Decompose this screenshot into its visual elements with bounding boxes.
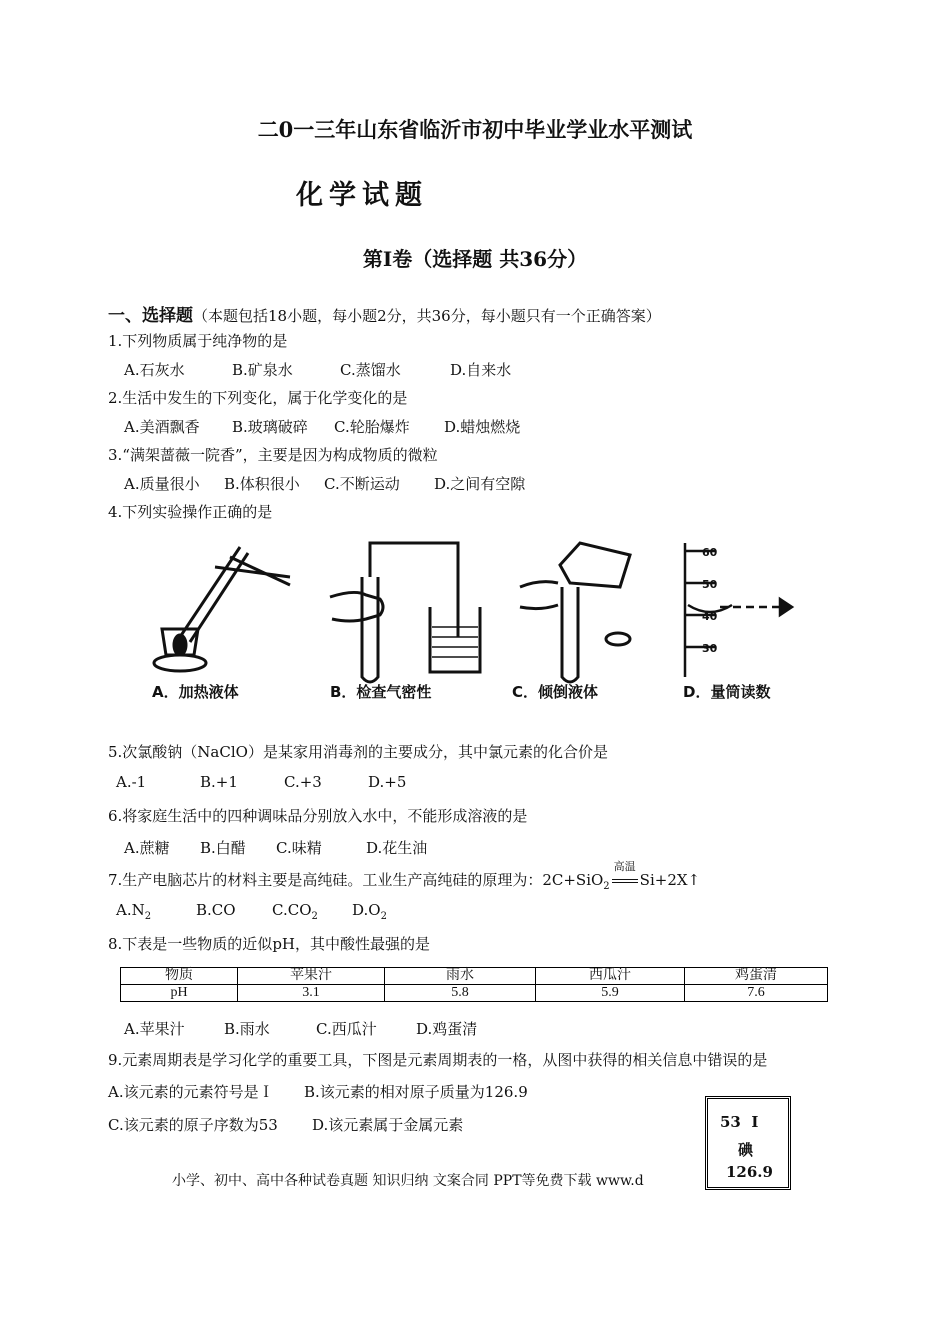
table-cell: 西瓜汁	[536, 968, 685, 985]
section-heading	[108, 301, 661, 326]
table-cell: 5.9	[536, 985, 685, 1002]
exam-title: 二0一三年山东省临沂市初中毕业学业水平测试	[257, 117, 693, 142]
question-4-stem: 4.下列实验操作正确的是	[108, 503, 273, 521]
question-6-stem: 6.将家庭生活中的四种调味品分别放入水中，不能形成溶液的是	[108, 807, 528, 825]
option-b: B.CO	[196, 901, 236, 919]
option-c: C.蒸馏水	[340, 361, 401, 379]
section-label: 一、选择题	[108, 306, 193, 326]
option-d: D.蜡烛燃烧	[444, 418, 521, 436]
table-cell: 鸡蛋清	[685, 968, 828, 985]
option-d: D.之间有空隙	[434, 475, 526, 493]
option-a: A.-1	[116, 773, 147, 791]
table-cell: 物质	[121, 968, 238, 985]
option-c: C.该元素的原子序数为53	[108, 1116, 278, 1134]
question-2-stem: 2.生活中发生的下列变化，属于化学变化的是	[108, 389, 408, 407]
element-number-symbol: 53 I	[720, 1113, 759, 1131]
cylinder-tick-30: 30	[702, 642, 718, 655]
question-3-options	[124, 473, 525, 494]
table-header-row	[121, 968, 828, 985]
figure-label-d: D．量筒读数	[683, 683, 771, 701]
option-c: $C.CO_2$	[272, 901, 318, 922]
option-a: $A.N_2$	[116, 901, 152, 922]
option-b: B.白醋	[200, 839, 246, 857]
option-a: A.质量很小	[124, 475, 200, 493]
figure-a-heating-liquid	[154, 547, 290, 671]
question-9-options-row-1	[108, 1081, 528, 1102]
question-6-options	[124, 837, 427, 858]
ph-table	[120, 967, 828, 1002]
table-cell: 3.1	[238, 985, 385, 1002]
option-d: D.+5	[368, 773, 407, 791]
option-b: B.该元素的相对原子质量为126.9	[304, 1083, 528, 1101]
subject-title: 化学试题	[296, 180, 428, 211]
option-d: $D.O_2$	[352, 901, 387, 922]
option-a: A.该元素的元素符号是Ｉ	[108, 1083, 274, 1101]
table-cell: 7.6	[685, 985, 828, 1002]
option-b: B.+1	[200, 773, 238, 791]
element-cell	[705, 1096, 791, 1190]
section-note: （本题包括18小题，每小题2分，共36分，每小题只有一个正确答案）	[193, 307, 661, 325]
cylinder-tick-50: 50	[702, 578, 718, 591]
option-d: D.该元素属于金属元素	[312, 1116, 464, 1134]
table-cell: 5.8	[385, 985, 536, 1002]
option-b: B.玻璃破碎	[232, 418, 308, 436]
option-d: D.花生油	[366, 839, 428, 857]
question-1-options	[124, 359, 511, 380]
question-1-stem: 1.下列物质属于纯净物的是	[108, 332, 288, 350]
figure-label-b: B．检查气密性	[330, 683, 432, 701]
question-7-options	[116, 901, 387, 922]
question-2-options	[124, 416, 520, 437]
option-b: B.矿泉水	[232, 361, 293, 379]
option-c: C.轮胎爆炸	[334, 418, 410, 436]
question-7	[108, 860, 701, 892]
figure-label-a: A．加热液体	[152, 683, 239, 701]
figure-c-pour-liquid	[520, 543, 630, 682]
option-d: D.鸡蛋清	[416, 1020, 478, 1038]
question-9-options-row-2	[108, 1114, 463, 1135]
cylinder-tick-40: 40	[702, 610, 718, 623]
option-a: A.美酒飘香	[124, 418, 200, 436]
element-name: 碘	[738, 1141, 754, 1159]
option-c: C.不断运动	[324, 475, 400, 493]
reaction-condition: 高温	[613, 860, 636, 873]
question-3-stem: 3.“满架蔷薇一院香”，主要是因为构成物质的微粒	[108, 446, 438, 464]
figure-b-check-airtightness	[330, 543, 480, 682]
option-c: C.+3	[284, 773, 322, 791]
option-b: B.雨水	[224, 1020, 270, 1038]
option-c: C.西瓜汁	[316, 1020, 377, 1038]
question-9-stem: 9.元素周期表是学习化学的重要工具，下图是元素周期表的一格，从图中获得的相关信息中错误的是	[108, 1051, 768, 1069]
option-d: D.自来水	[450, 361, 512, 379]
table-cell: 苹果汁	[238, 968, 385, 985]
option-a: A.蔗糖	[124, 839, 170, 857]
question-5-options	[116, 773, 406, 791]
footer-text: 小学、初中、高中各种试卷真题 知识归纳 文案合同 PPT等免费下载 www.d	[172, 1173, 644, 1189]
reaction-equation: 2C+SiO$_2$ 高温 Si+2X↑	[542, 860, 701, 892]
cylinder-tick-60: 60	[702, 546, 718, 559]
question-8-options	[124, 1018, 477, 1039]
option-a: A.苹果汁	[124, 1020, 185, 1038]
table-cell: pH	[121, 985, 238, 1002]
question-5-stem: 5.次氯酸钠（NaClO）是某家用消毒剂的主要成分，其中氯元素的化合价是	[108, 743, 608, 761]
volume-title: 第Ⅰ卷（选择题 共36分）	[362, 247, 588, 271]
table-row	[121, 985, 828, 1002]
element-mass: 126.9	[726, 1163, 773, 1181]
option-a: A.石灰水	[124, 361, 185, 379]
question-7-stem: 7.生产电脑芯片的材料主要是高纯硅。工业生产高纯硅的原理为：	[108, 871, 543, 889]
option-b: B.体积很小	[224, 475, 300, 493]
question-8-stem: 8.下表是一些物质的近似pH，其中酸性最强的是	[108, 935, 430, 953]
table-cell: 雨水	[385, 968, 536, 985]
option-c: C.味精	[276, 839, 322, 857]
figure-label-c: C．倾倒液体	[512, 683, 599, 701]
